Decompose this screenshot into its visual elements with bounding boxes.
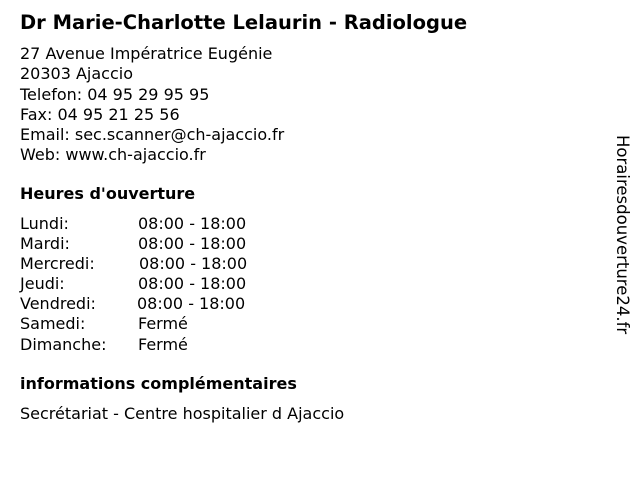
hours-row-wednesday (20, 254, 320, 274)
hours-row-monday (20, 214, 320, 234)
day-label: Jeudi: (20, 274, 65, 294)
time-value: 08:00 - 18:00 (137, 294, 246, 314)
site-watermark: Horairesdouverture24.fr (613, 135, 632, 335)
address-city: 20303 Ajaccio (20, 64, 134, 84)
phone-text: Telefon: 04 95 29 95 95 (20, 84, 210, 104)
day-label: Dimanche: (20, 334, 107, 354)
day-label: Samedi: (20, 314, 86, 334)
page-title: Dr Marie-Charlotte Lelaurin - Radiologue (20, 11, 468, 34)
hours-row-friday (20, 294, 320, 314)
hours-row-sunday (20, 335, 320, 355)
hours-row-thursday (20, 274, 320, 294)
hours-row-tuesday (20, 234, 320, 254)
day-label: Mardi: (20, 234, 70, 254)
hours-row-saturday (20, 314, 320, 334)
hours-heading: Heures d'ouverture (20, 184, 196, 203)
day-label: Vendredi: (20, 294, 96, 314)
contact-block (20, 44, 284, 166)
time-value: Fermé (138, 334, 188, 354)
day-label: Mercredi: (20, 254, 95, 274)
time-value: 08:00 - 18:00 (139, 254, 248, 274)
info-heading: informations complémentaires (20, 374, 297, 393)
time-value: Fermé (138, 314, 188, 334)
time-value: 08:00 - 18:00 (138, 274, 247, 294)
address-street: 27 Avenue Impératrice Eugénie (20, 44, 273, 63)
time-value: 08:00 - 18:00 (138, 234, 247, 254)
day-label: Lundi: (20, 214, 69, 233)
web-text: Web: www.ch-ajaccio.fr (20, 145, 206, 165)
info-text: Secrétariat - Centre hospitalier d Ajaccio (20, 404, 345, 423)
hours-table (20, 214, 320, 355)
time-value: 08:00 - 18:00 (138, 214, 247, 233)
email-text: Email: sec.scanner@ch-ajaccio.fr (20, 125, 285, 145)
fax-text: Fax: 04 95 21 25 56 (20, 104, 180, 124)
